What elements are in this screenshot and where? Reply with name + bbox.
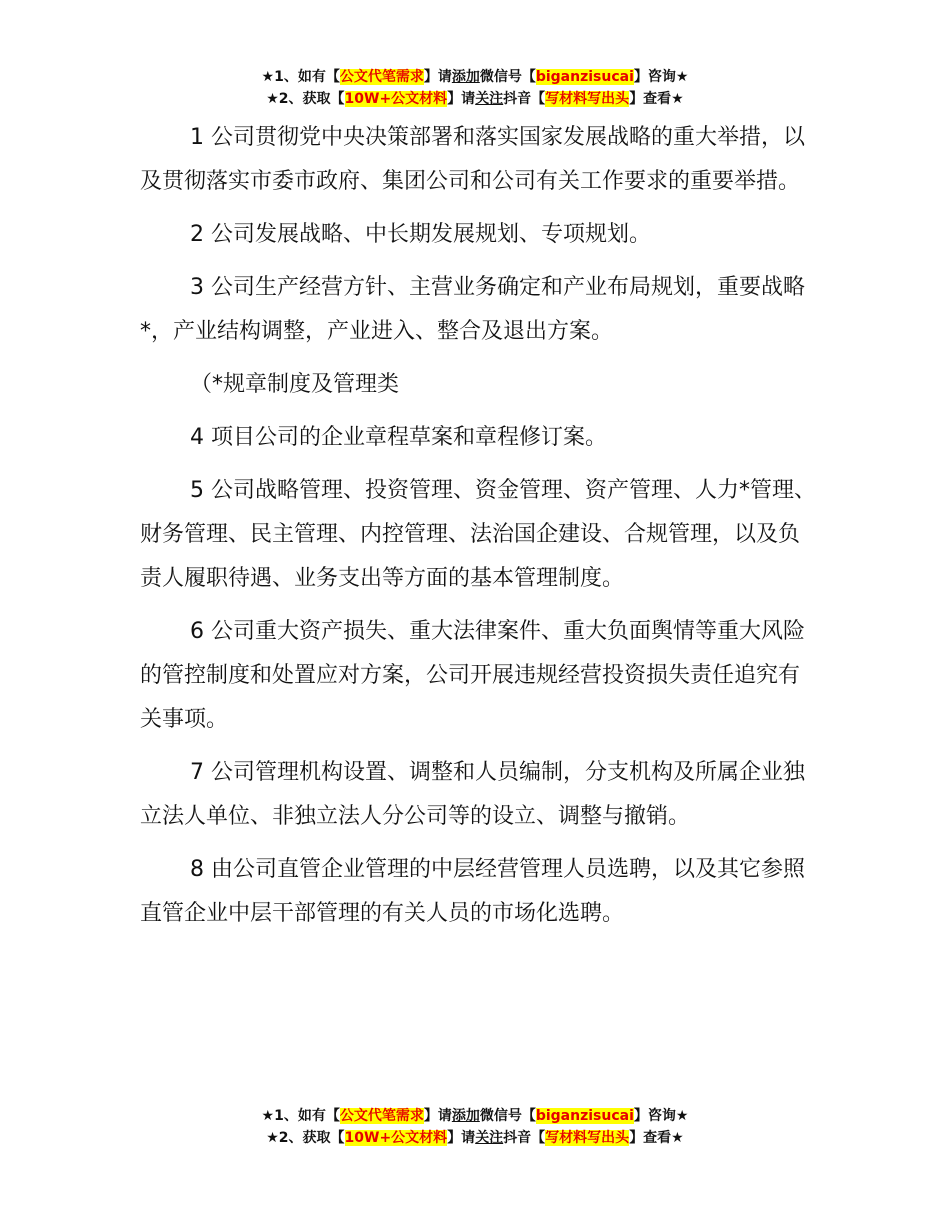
banner-underlined-text: 关注 xyxy=(475,91,504,107)
footer-banner-line-2 xyxy=(0,1127,950,1149)
banner-text: 】请 xyxy=(423,69,452,85)
header-banner xyxy=(0,66,950,110)
header-banner-line-2 xyxy=(0,88,950,110)
paragraph-item-2: 2 公司发展战略、中长期发展规划、专项规划。 xyxy=(190,222,651,247)
document-body xyxy=(140,116,820,945)
banner-highlight: 公文代笔需求 xyxy=(339,1108,424,1124)
paragraph-item-8: 8 由公司直管企业管理的中层经营管理人员选聘，以及其它参照直管企业中层干部管理的有关人员的市场化选聘。 xyxy=(140,857,805,926)
banner-text: ★1、如有【 xyxy=(261,1108,340,1124)
header-banner-line-1 xyxy=(0,66,950,88)
banner-underlined-text: 添加 xyxy=(451,69,480,85)
banner-underlined-text: 关注 xyxy=(475,1130,504,1146)
banner-highlight: biganzisucai xyxy=(535,69,634,85)
banner-text: 微信号【 xyxy=(479,69,536,85)
banner-text: 微信号【 xyxy=(479,1108,536,1124)
paragraph-item-3: 3 公司生产经营方针、主营业务确定和产业布局规划，重要战略*，产业结构调整，产业进入、整合及退出方案。 xyxy=(140,275,805,344)
paragraph-item-6: 6 公司重大资产损失、重大法律案件、重大负面舆情等重大风险的管控制度和处置应对方案，公司开展违规经营投资损失责任追究有关事项。 xyxy=(140,619,805,732)
paragraph-item-7: 7 公司管理机构设置、调整和人员编制，分支机构及所属企业独立法人单位、非独立法人分公司等的设立、调整与撤销。 xyxy=(140,760,805,829)
footer-banner-line-1 xyxy=(0,1105,950,1127)
banner-underlined-text: 添加 xyxy=(451,1108,480,1124)
banner-text: 】咨询★ xyxy=(633,69,689,85)
banner-highlight: 10W+公文材料 xyxy=(344,1130,448,1146)
paragraph-item-5: 5 公司战略管理、投资管理、资金管理、资产管理、人力*管理、财务管理、民主管理、内控管理、法治国企建设、合规管理，以及负责人履职待遇、业务支出等方面的基本管理制度。 xyxy=(140,478,816,591)
paragraph-section-note: （*规章制度及管理类 xyxy=(190,372,400,397)
banner-highlight: biganzisucai xyxy=(535,1108,634,1124)
banner-text: 】请 xyxy=(447,1130,476,1146)
banner-text: ★1、如有【 xyxy=(261,69,340,85)
banner-text: ★2、获取【 xyxy=(266,1130,345,1146)
banner-text: ★2、获取【 xyxy=(266,91,345,107)
banner-highlight: 10W+公文材料 xyxy=(344,91,448,107)
banner-text: 】请 xyxy=(447,91,476,107)
banner-text: 】查看★ xyxy=(629,1130,684,1146)
paragraph-item-4: 4 项目公司的企业章程草案和章程修订案。 xyxy=(190,425,607,450)
banner-text: 抖音【 xyxy=(503,91,546,107)
banner-text: 抖音【 xyxy=(503,1130,546,1146)
banner-text: 】查看★ xyxy=(629,91,684,107)
banner-highlight: 写材料写出头 xyxy=(545,1130,630,1146)
banner-text: 】咨询★ xyxy=(633,1108,689,1124)
paragraph-item-1: 1 公司贯彻党中央决策部署和落实国家发展战略的重大举措，以及贯彻落实市委市政府、集团公司和公司有关工作要求的重要举措。 xyxy=(140,125,805,194)
footer-banner xyxy=(0,1105,950,1149)
banner-highlight: 写材料写出头 xyxy=(545,91,630,107)
banner-highlight: 公文代笔需求 xyxy=(339,69,424,85)
banner-text: 】请 xyxy=(423,1108,452,1124)
